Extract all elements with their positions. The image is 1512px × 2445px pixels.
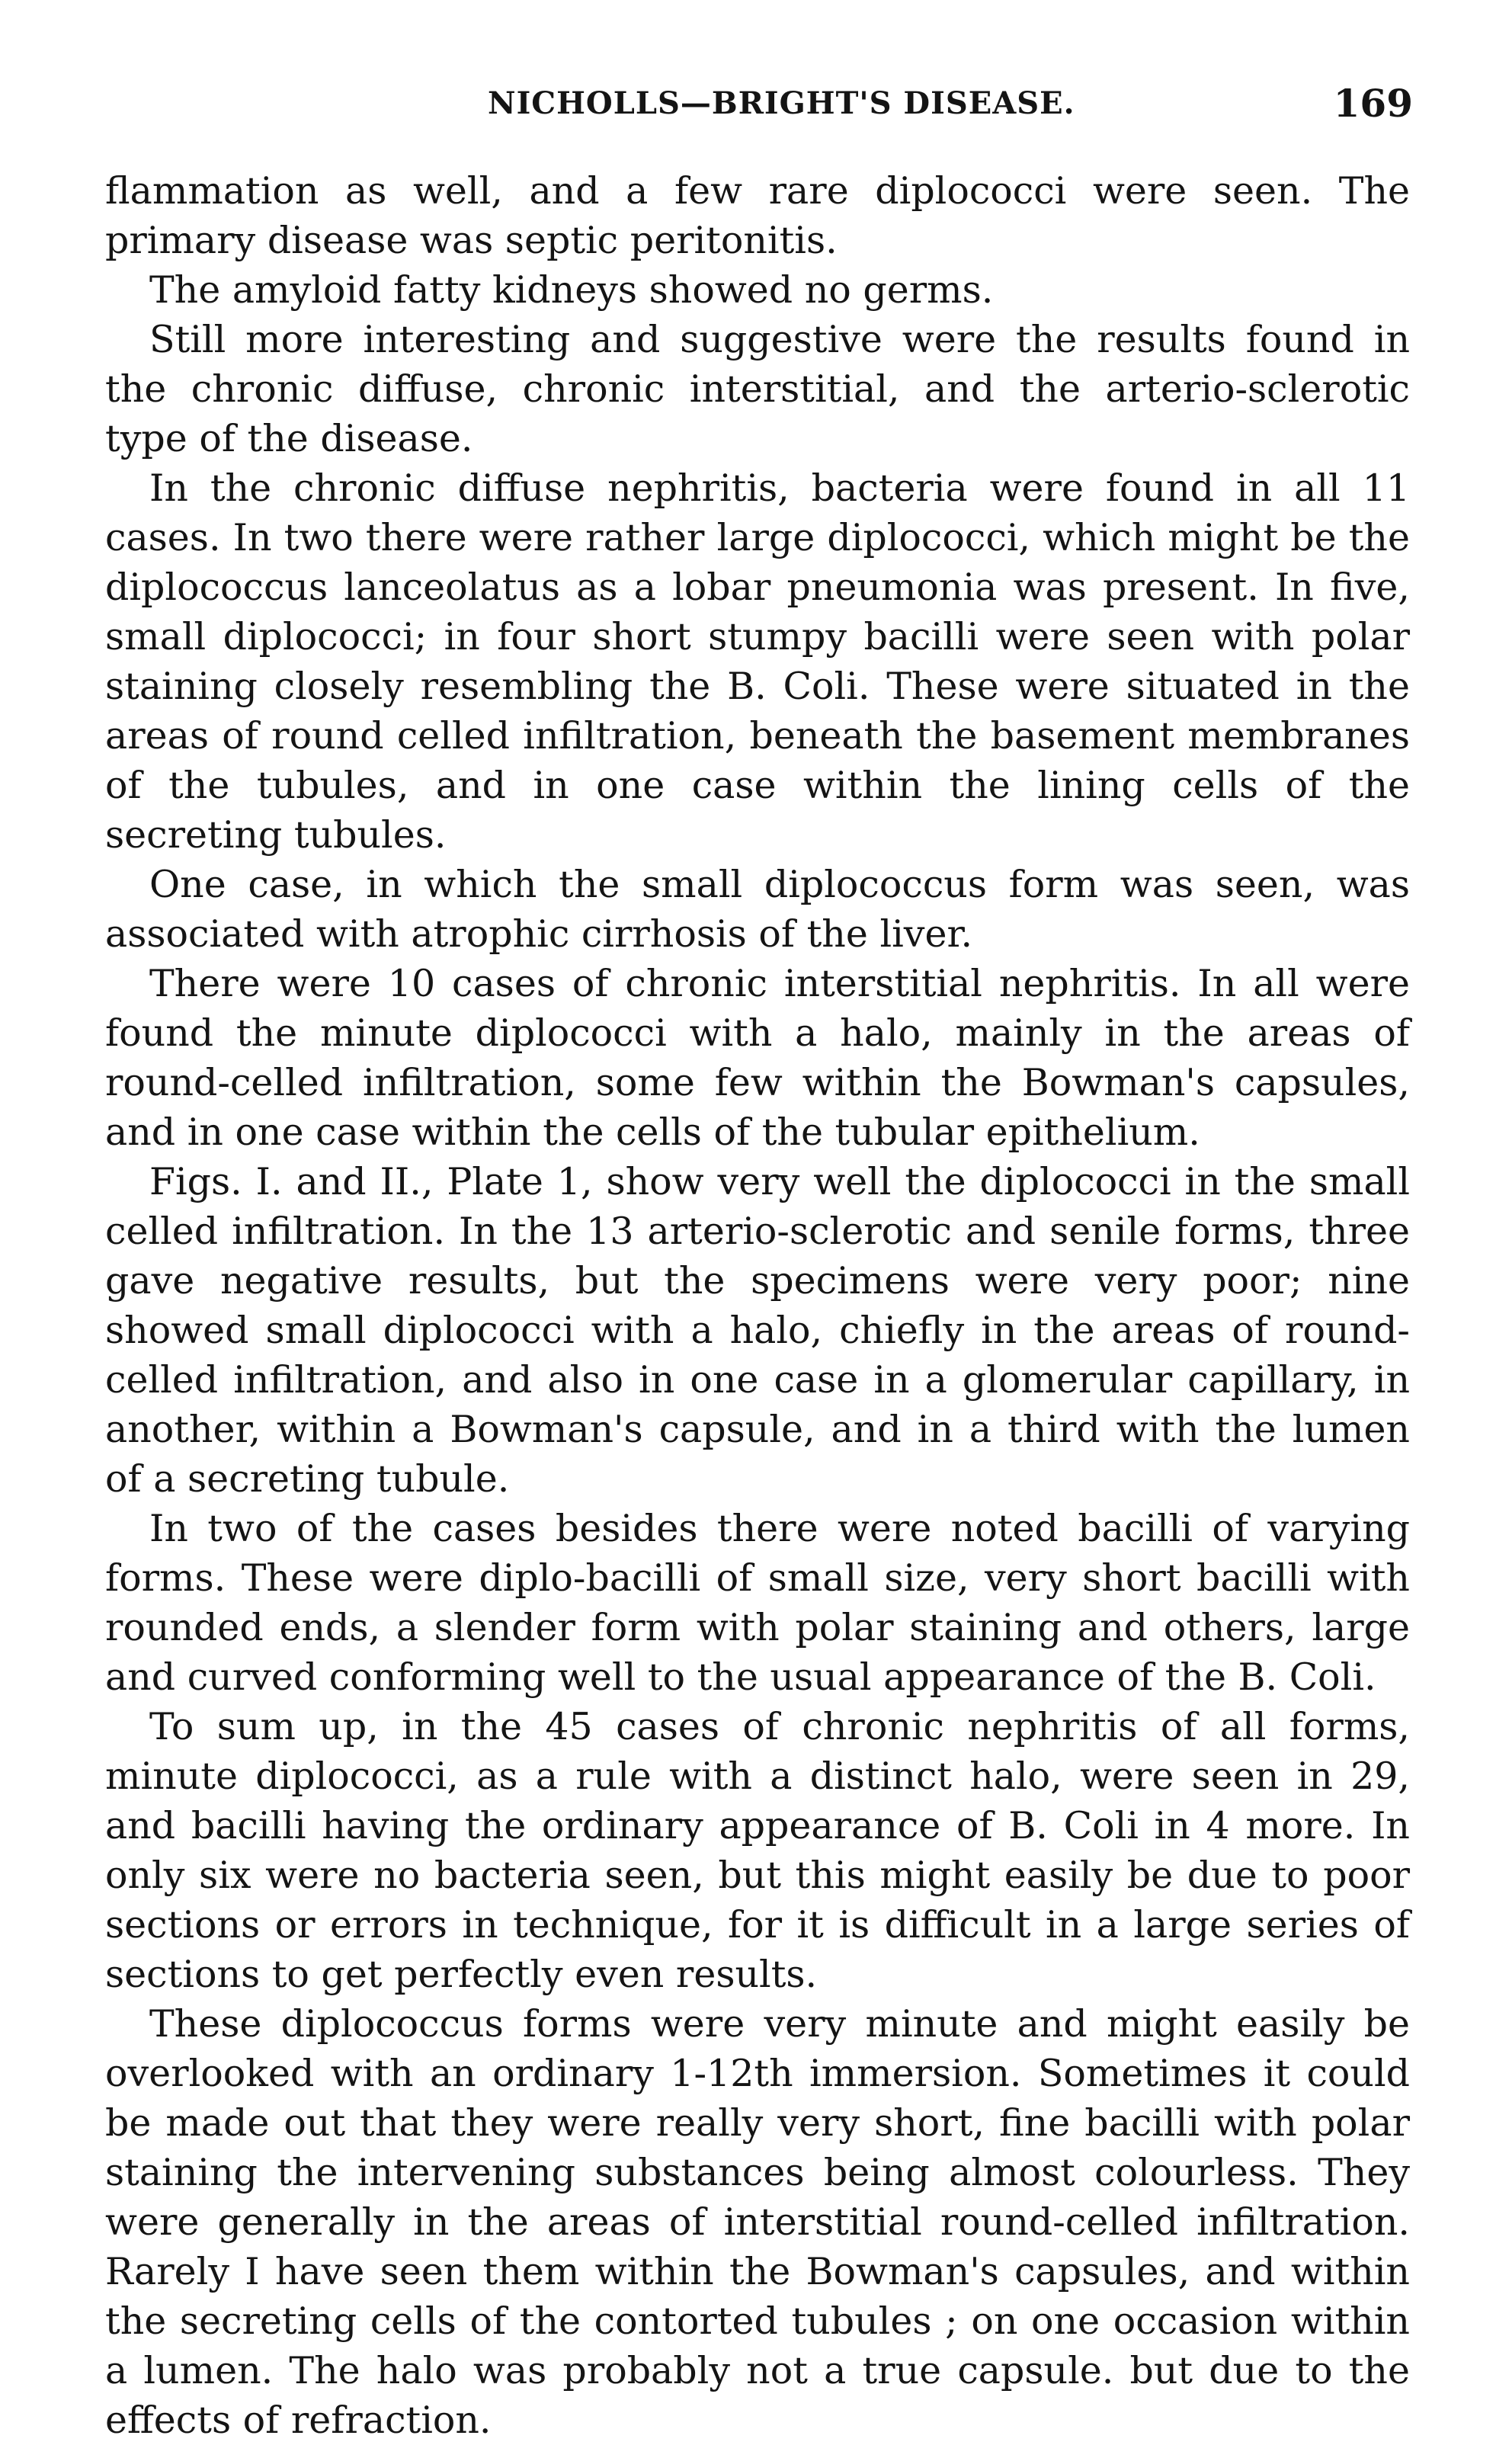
- paragraph: These diplococcus forms were very minute and might easily be overlooked with an ordinary 1-12th immersion. Sometimes it could be made out that they were really very short, fine bacilli with polar staining the intervening substances being almost colourless. They were generally in the areas of interstitial round-celled infiltration. Rarely I have seen them within the Bowman's capsules, and within the secreting cells of the contorted tubules ; on one occasion within a lumen. The halo was probably not a true capsule. but due to the effects of refraction.: [105, 2002, 1410, 2442]
- paragraph: Still more interesting and suggestive were the results found in the chronic diffuse, chronic interstitial, and the arterio-sclerotic type of the disease.: [105, 318, 1410, 460]
- paragraph: The amyloid fatty kidneys showed no germs.: [149, 268, 994, 312]
- paragraph: flammation as well, and a few rare diplococci were seen. The primary disease was septic peritonitis.: [105, 169, 1410, 262]
- page-body: [105, 166, 1410, 2445]
- paragraph: To sum up, in the 45 cases of chronic nephritis of all forms, minute diplococci, as a rule with a distinct halo, were seen in 29, and bacilli having the ordinary appearance of B. Coli in 4 more. In only six were no bacteria seen, but this might easily be due to poor sections or errors in technique, for it is difficult in a large series of sections to get perfectly even results.: [105, 1705, 1410, 1996]
- running-header: [488, 81, 1413, 131]
- paragraph: There were 10 cases of chronic interstitial nephritis. In all were found the minute diplococci with a halo, mainly in the areas of round-celled infiltration, some few within the Bowman's capsules, and in one case within the cells of the tubular epithelium.: [105, 962, 1410, 1154]
- page-number: 169: [1333, 81, 1413, 126]
- paragraph: In two of the cases besides there were noted bacilli of varying forms. These were diplo-bacilli of small size, very short bacilli with rounded ends, a slender form with polar staining and others, large and curved conforming well to the usual appearance of the B. Coli.: [105, 1507, 1410, 1699]
- paragraph: Figs. I. and II., Plate 1, show very well the diplococci in the small celled infiltration. In the 13 arterio-sclerotic and senile forms, three gave negative results, but the specimens were very poor; nine showed small diplococci with a halo, chiefly in the areas of round-celled infiltration, and also in one case in a glomerular capillary, in another, within a Bowman's capsule, and in a third with the lumen of a secreting tubule.: [105, 1160, 1410, 1501]
- running-title: NICHOLLS—BRIGHT'S DISEASE.: [488, 85, 1075, 121]
- paragraph: One case, in which the small diplococcus form was seen, was associated with atrophic cirrhosis of the liver.: [105, 863, 1410, 956]
- paragraph: In the chronic diffuse nephritis, bacteria were found in all 11 cases. In two there were rather large diplococci, which might be the diplococcus lanceolatus as a lobar pneumonia was present. In five, small diplococci; in four short stumpy bacilli were seen with polar staining closely resembling the B. Coli. These were situated in the areas of round celled infiltration, beneath the basement membranes of the tubules, and in one case within the lining cells of the secreting tubules.: [105, 466, 1410, 857]
